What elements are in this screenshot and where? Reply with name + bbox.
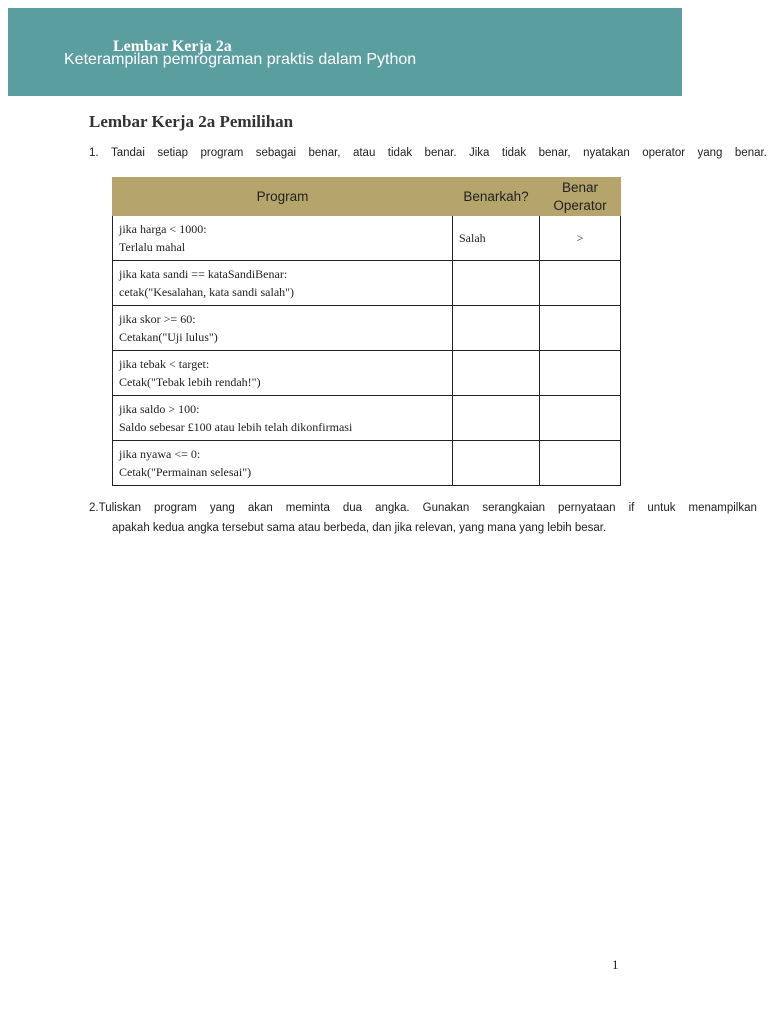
question-2-word: dua xyxy=(342,502,363,514)
program-cell xyxy=(113,306,453,351)
question-1-word: Tandai xyxy=(111,147,145,159)
question-2-word: akan xyxy=(247,502,273,514)
question-1-word: sebagai xyxy=(255,147,297,159)
program-line-1: jika harga < 1000: xyxy=(119,222,207,236)
banner-title: Lembar Kerja 2a xyxy=(113,38,232,55)
question-2-word: pernyataan xyxy=(558,502,616,514)
question-1-word: setiap xyxy=(157,147,189,159)
question-2-word: program xyxy=(154,502,197,514)
header-program: Program xyxy=(113,178,453,216)
question-1 xyxy=(89,147,767,159)
question-2 xyxy=(89,498,757,538)
question-2-line-1 xyxy=(89,498,757,518)
page-number: 1 xyxy=(612,957,619,972)
program-line-2: Cetakan("Uji lulus") xyxy=(119,330,218,344)
header-operator xyxy=(540,178,621,216)
question-1-word: tidak xyxy=(387,147,413,159)
question-1-word: Jika xyxy=(468,147,490,159)
program-line-2: Cetak("Permainan selesai") xyxy=(119,465,252,479)
program-line-1: jika saldo > 100: xyxy=(119,402,200,416)
header-operator-line1: Benar xyxy=(561,179,599,195)
question-2-word: Gunakan xyxy=(422,502,470,514)
answer-cell[interactable] xyxy=(453,396,540,441)
question-2-word: 2.Tuliskan xyxy=(89,502,141,514)
operator-cell[interactable] xyxy=(540,396,621,441)
table-row xyxy=(113,351,621,396)
banner-subtitle: Keterampilan pemrograman praktis dalam Python xyxy=(64,51,417,68)
program-cell xyxy=(113,261,453,306)
table-row xyxy=(113,396,621,441)
question-2-line-2: apakah kedua angka tersebut sama atau berbeda, dan jika relevan, yang mana yang lebih besar. xyxy=(112,522,607,534)
worksheet-heading: Lembar Kerja 2a Pemilihan xyxy=(89,112,294,131)
operator-cell[interactable] xyxy=(540,261,621,306)
header-correct: Benarkah? xyxy=(453,178,540,216)
table-row xyxy=(113,216,621,261)
answer-cell[interactable]: Salah xyxy=(453,216,540,261)
question-2-word: yang xyxy=(209,502,235,514)
question-1-number: 1. xyxy=(89,147,99,159)
question-1-word: benar. xyxy=(424,147,457,159)
program-line-2: cetak("Kesalahan, kata sandi salah") xyxy=(119,285,295,299)
question-1-word: program xyxy=(200,147,244,159)
program-table xyxy=(112,177,621,486)
answer-cell[interactable] xyxy=(453,441,540,486)
program-line-2: Cetak("Tebak lebih rendah!") xyxy=(119,375,261,389)
question-2-word: serangkaian xyxy=(482,502,545,514)
question-2-word: if xyxy=(628,502,635,514)
answer-cell[interactable] xyxy=(453,351,540,396)
program-line-1: jika nyawa <= 0: xyxy=(119,447,201,461)
question-1-word: atau xyxy=(352,147,376,159)
table-row xyxy=(113,306,621,351)
program-line-2: Terlalu mahal xyxy=(119,240,186,254)
question-1-word: benar, xyxy=(308,147,341,159)
program-line-1: jika tebak < target: xyxy=(119,357,210,371)
question-2-word: angka. xyxy=(375,502,410,514)
answer-cell[interactable] xyxy=(453,306,540,351)
answer-cell[interactable] xyxy=(453,261,540,306)
operator-cell[interactable] xyxy=(540,441,621,486)
question-1-word: benar, xyxy=(538,147,571,159)
program-cell xyxy=(113,351,453,396)
question-1-word: nyatakan xyxy=(583,147,630,159)
program-line-2: Saldo sebesar £100 atau lebih telah dikonfirmasi xyxy=(119,420,353,434)
program-cell xyxy=(113,396,453,441)
operator-cell[interactable] xyxy=(540,306,621,351)
table-row xyxy=(113,441,621,486)
program-line-1: jika kata sandi == kataSandiBenar: xyxy=(119,267,288,281)
program-cell xyxy=(113,441,453,486)
question-1-word: tidak xyxy=(501,147,527,159)
question-2-word: meminta xyxy=(285,502,330,514)
table-header-row xyxy=(113,178,621,216)
question-1-word: yang xyxy=(697,147,723,159)
program-cell xyxy=(113,216,453,261)
operator-cell[interactable]: > xyxy=(540,216,621,261)
header-operator-line2: Operator xyxy=(553,197,607,213)
question-1-word: operator xyxy=(642,147,686,159)
program-line-1: jika skor >= 60: xyxy=(119,312,196,326)
question-1-word: benar. xyxy=(734,147,767,159)
operator-cell[interactable] xyxy=(540,351,621,396)
question-2-word: menampilkan xyxy=(688,502,757,514)
table-row xyxy=(113,261,621,306)
question-1-text xyxy=(111,147,767,159)
question-2-word: untuk xyxy=(647,502,676,514)
